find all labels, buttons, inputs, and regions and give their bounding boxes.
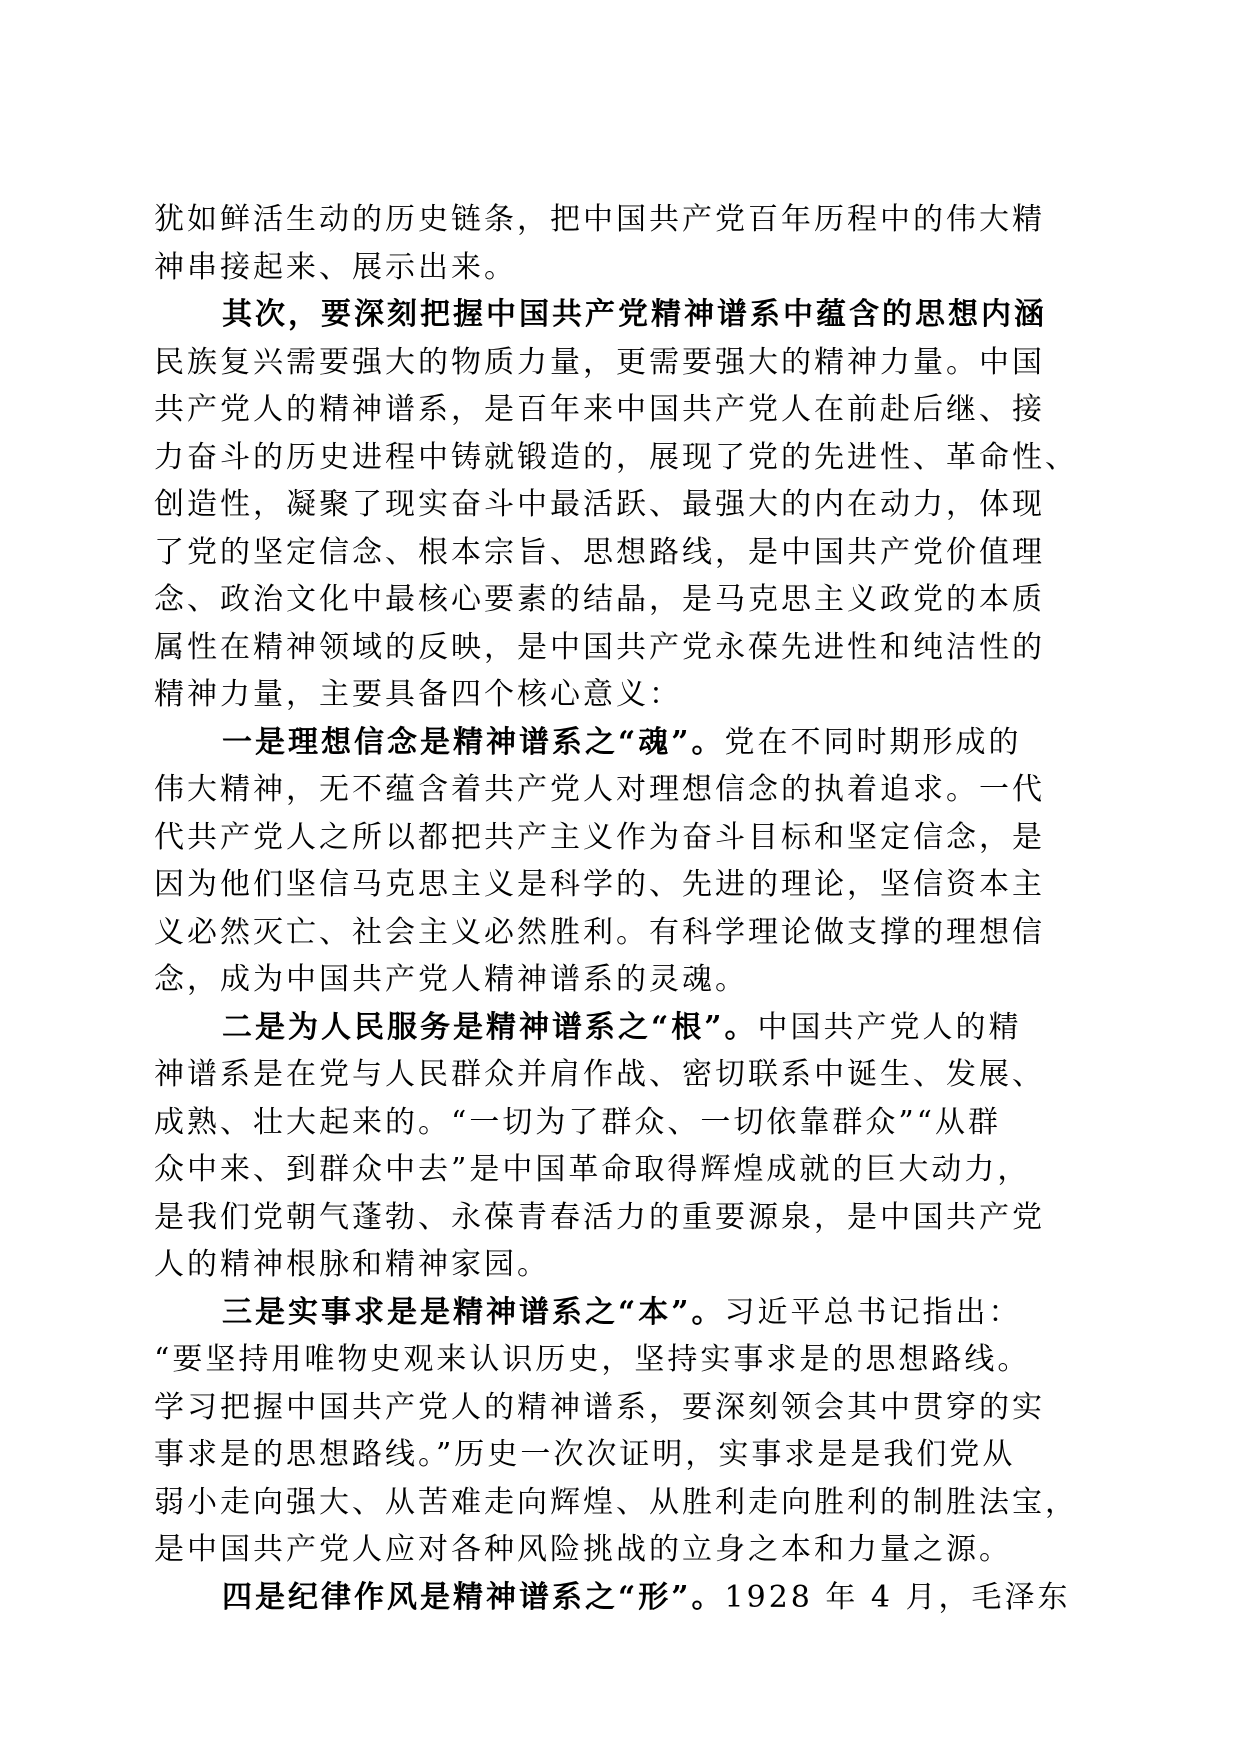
body-line: “要坚持用唯物史观来认识历史，坚持实事求是的思想路线。 [154, 1342, 1031, 1377]
point-lead-line [154, 719, 1084, 767]
section-heading: 其次，要深刻把握中国共产党精神谱系中蕴含的思想内涵 [222, 297, 1047, 332]
point-text: 党在不同时期形成的 [724, 724, 1022, 760]
body-line: 因为他们坚信马克思主义是科学的、先进的理论，坚信资本主 [154, 867, 1045, 902]
body-line: 义必然灭亡、社会主义必然胜利。有科学理论做支撑的理想信 [154, 914, 1045, 950]
point-title: 四是纪律作风是精神谱系之“形”。 [222, 1579, 725, 1615]
body-line: 念，成为中国共产党人精神谱系的灵魂。 [154, 962, 748, 997]
body-line: 伟大精神，无不蕴含着共产党人对理想信念的执着追求。一代 [154, 772, 1045, 807]
body-line: 了党的坚定信念、根本宗旨、思想路线，是中国共产党价值理 [154, 534, 1045, 570]
body-line: 学习把握中国共产党人的精神谱系，要深刻领会其中贯穿的实 [154, 1389, 1045, 1425]
body-line: 犹如鲜活生动的历史链条，把中国共产党百年历程中的伟大精 [154, 202, 1045, 237]
body-line: 力奋斗的历史进程中铸就锻造的，展现了党的先进性、革命性、 [154, 439, 1078, 475]
body-line: 共产党人的精神谱系，是百年来中国共产党人在前赴后继、接 [154, 392, 1045, 427]
point-text: 1928 年 4 月，毛泽东 [724, 1579, 1071, 1615]
body-line: 代共产党人之所以都把共产主义作为奋斗目标和坚定信念，是 [154, 819, 1045, 855]
document-body [154, 196, 1084, 1621]
body-line: 人的精神根脉和精神家园。 [154, 1247, 550, 1282]
point-lead-line [154, 1574, 1084, 1622]
body-line: 事求是的思想路线。”历史一次次证明，实事求是是我们党从 [154, 1437, 1016, 1472]
body-line: 成熟、壮大起来的。“一切为了群众、一切依靠群众”“从群 [154, 1104, 1002, 1140]
body-line: 属性在精神领域的反映，是中国共产党永葆先进性和纯洁性的 [154, 629, 1045, 665]
body-line: 民族复兴需要强大的物质力量，更需要强大的精神力量。中国 [154, 344, 1045, 380]
body-line: 众中来、到群众中去”是中国革命取得辉煌成就的巨大动力， [154, 1152, 1031, 1187]
body-line: 神谱系是在党与人民群众并肩作战、密切联系中诞生、发展、 [154, 1057, 1045, 1092]
body-line: 弱小走向强大、从苦难走向辉煌、从胜利走向胜利的制胜法宝， [154, 1484, 1078, 1520]
body-line: 精神力量，主要具备四个核心意义： [154, 677, 682, 712]
point-lead-line [154, 1004, 1084, 1052]
body-line: 念、政治文化中最核心要素的结晶，是马克思主义政党的本质 [154, 582, 1045, 617]
point-text: 习近平总书记指出： [724, 1294, 1022, 1330]
body-line: 是中国共产党人应对各种风险挑战的立身之本和力量之源。 [154, 1532, 1012, 1567]
point-lead-line [154, 1289, 1084, 1337]
body-line: 是我们党朝气蓬勃、永葆青春活力的重要源泉，是中国共产党 [154, 1199, 1045, 1235]
point-title: 二是为人民服务是精神谱系之“根”。 [222, 1009, 758, 1045]
point-title: 一是理想信念是精神谱系之“魂”。 [222, 724, 725, 760]
body-line: 创造性，凝聚了现实奋斗中最活跃、最强大的内在动力，体现 [154, 487, 1045, 522]
body-line: 神串接起来、展示出来。 [154, 249, 517, 285]
point-title: 三是实事求是是精神谱系之“本”。 [222, 1294, 725, 1330]
point-text: 中国共产党人的精 [757, 1009, 1022, 1045]
